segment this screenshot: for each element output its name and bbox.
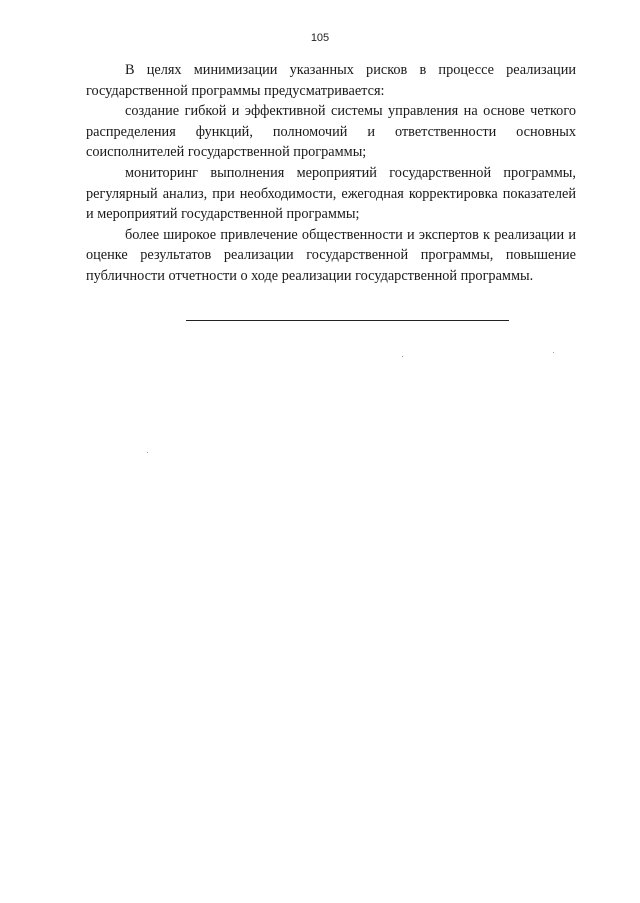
paragraph-monitoring: мониторинг выполнения мероприятий государственной программы, регулярный анализ, при необходимости, ежегодная корректировка показателей и мероприятий государственной программы; (86, 164, 576, 223)
page-number: 105 (310, 32, 330, 44)
scan-speck (553, 352, 554, 353)
end-separator-line (186, 320, 509, 321)
paragraph-public-involvement: более широкое привлечение общественности и экспертов к реализации и оценке результатов реализации государственной программы, повышение публичности отчетности о ходе реализации государственной программы. (86, 226, 576, 284)
paragraph-management-system: создание гибкой и эффективной системы управления на основе четкого распределения функций, полномочий и ответственности основных соисполнителей государственной программы; (86, 103, 576, 161)
paragraph-intro: В целях минимизации указанных рисков в процессе реализации государственной программы предусматривается: (86, 62, 576, 99)
document-body (86, 60, 576, 287)
scan-speck (402, 356, 403, 357)
scan-speck (147, 452, 148, 453)
